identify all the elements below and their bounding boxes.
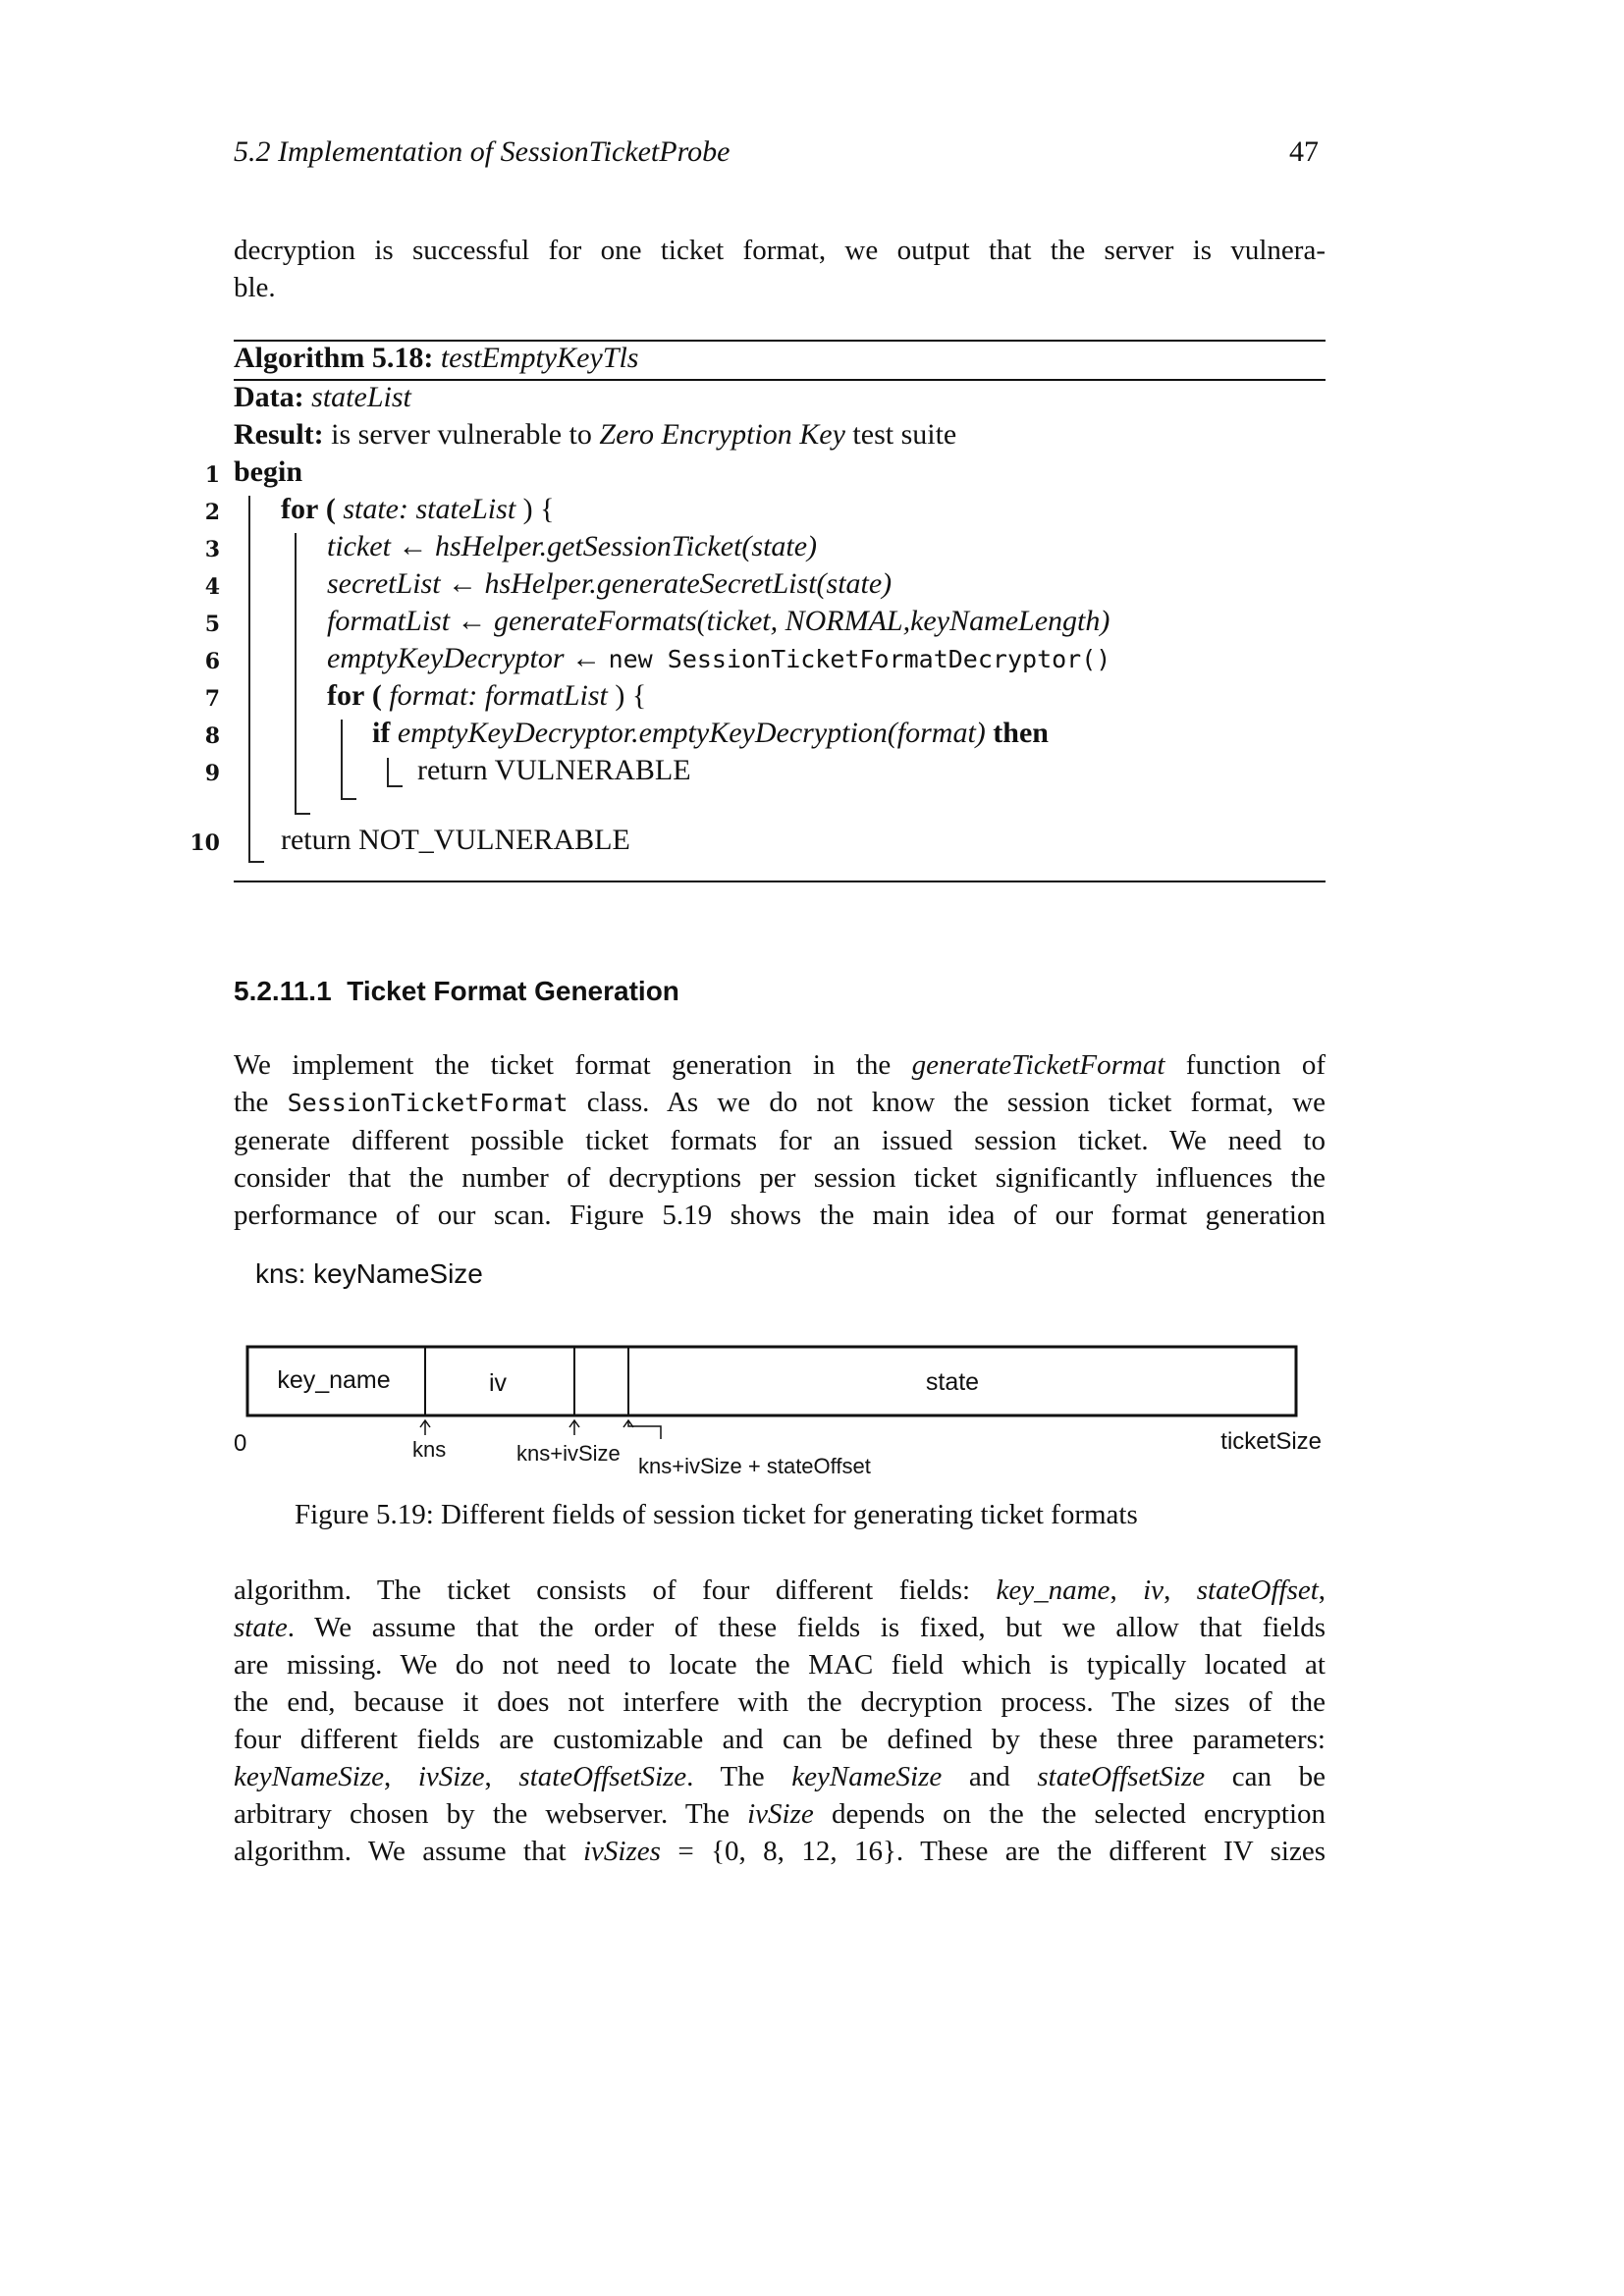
line-number: 9 — [204, 761, 220, 786]
paragraph-format-generation — [234, 1046, 1326, 1234]
line-number: 10 — [189, 830, 220, 856]
section-heading — [234, 976, 679, 1007]
intro-paragraph — [234, 232, 1326, 306]
marker-zero: 0 — [234, 1430, 247, 1457]
text: , — [1110, 1575, 1117, 1606]
para1-line-3: generate different possible ticket formats for an issued session ticket. We need to — [234, 1125, 1326, 1156]
text: function of — [1185, 1049, 1326, 1081]
line-number: 6 — [204, 649, 220, 674]
arrow-state-offset — [628, 1420, 661, 1439]
para2-line-4: the end, because it does not interfere with the decryption process. The sizes of the — [234, 1686, 1326, 1718]
paren-open: ( — [325, 493, 336, 525]
algorithm-caption-name: testEmptyKeyTls — [440, 342, 639, 374]
block-guide-if-end — [387, 785, 403, 787]
code-expression: new SessionTicketFormatDecryptor() — [608, 645, 1111, 673]
line-number: 8 — [204, 723, 220, 749]
text: . We assume that the order of these fields is fixed, but we allow that fields — [287, 1612, 1326, 1643]
paren-close: ) { — [615, 679, 647, 712]
algorithm-data — [234, 381, 411, 414]
para1-line-1 — [234, 1046, 1326, 1084]
algorithm-result-label: Result: — [234, 418, 324, 451]
line-number: 5 — [204, 612, 220, 637]
term: stateOffsetSize — [518, 1761, 687, 1792]
text: and — [968, 1761, 1010, 1792]
term: ivSize — [417, 1761, 485, 1792]
text: arbitrary chosen by the webserver. The — [234, 1798, 730, 1830]
field-iv: iv — [488, 1369, 508, 1397]
text: , — [1318, 1575, 1326, 1606]
term: iv — [1143, 1575, 1164, 1606]
text: = {0, 8, 12, 16}. These are the different IV sizes — [677, 1836, 1326, 1867]
algo-line-3 — [327, 530, 817, 563]
running-header-title: 5.2 Implementation of SessionTicketProbe — [234, 135, 731, 168]
loop-variable: state: stateList — [343, 493, 516, 525]
field-state: state — [925, 1368, 980, 1396]
term: stateOffset — [1196, 1575, 1319, 1606]
text: the — [234, 1087, 269, 1118]
para2-line-8 — [234, 1833, 1326, 1870]
block-guide-begin — [248, 496, 250, 863]
statement: return NOT_VULNERABLE — [281, 824, 630, 856]
line-number: 4 — [204, 574, 220, 600]
block-guide-for-state — [295, 533, 297, 815]
text: . The — [686, 1761, 765, 1792]
algorithm-result-em: Zero Encryption Key — [599, 418, 845, 451]
class-name: SessionTicketFormat — [287, 1089, 568, 1117]
algo-line-2 — [281, 493, 555, 526]
algo-line-7 — [327, 679, 646, 713]
algorithm-caption-label: Algorithm 5.18: — [234, 342, 434, 374]
line-number: 1 — [204, 462, 220, 488]
algo-line-1 — [234, 455, 302, 489]
figure-caption: Figure 5.19: Different fields of session ticket for generating ticket formats — [295, 1499, 1138, 1530]
para1-line-5: performance of our scan. Figure 5.19 shows the main idea of our format generation — [234, 1200, 1326, 1231]
ticket-outline — [247, 1347, 1296, 1415]
condition: emptyKeyDecryptor.emptyKeyDecryption(format) — [397, 717, 986, 749]
block-guide-for-format — [341, 720, 343, 800]
statement: ticket ← hsHelper.getSessionTicket(state) — [327, 530, 818, 562]
text: algorithm. The ticket consists of four different fields: — [234, 1575, 971, 1606]
block-guide-for-format-end — [341, 798, 356, 800]
keyword-if: if — [372, 717, 391, 749]
para2-line-5: four different fields are customizable and can be defined by these three parameters: — [234, 1724, 1326, 1755]
term: keyNameSize — [791, 1761, 943, 1792]
text: , — [1164, 1575, 1171, 1606]
algo-line-8 — [372, 717, 1049, 750]
para1-line-4: consider that the number of decryptions per session ticket significantly influences the — [234, 1162, 1326, 1194]
page-number: 47 — [1289, 135, 1319, 168]
keyword-then: then — [993, 717, 1049, 749]
text: algorithm. We assume that — [234, 1836, 567, 1867]
field-key-name: key_name — [277, 1366, 391, 1394]
para2-line-3: are missing. We do not need to locate the MAC field which is typically located at — [234, 1649, 1326, 1681]
algorithm-result-pre: is server vulnerable to — [331, 418, 592, 451]
loop-variable: format: formatList — [389, 679, 608, 712]
algo-line-9 — [417, 754, 691, 787]
keyword-begin: begin — [234, 455, 303, 488]
algo-line-10 — [281, 824, 630, 857]
text: can be — [1231, 1761, 1326, 1792]
para2-line-1 — [234, 1572, 1326, 1609]
figure-legend: kns: keyNameSize — [255, 1258, 483, 1289]
line-number: 2 — [204, 500, 220, 525]
text: , — [384, 1761, 392, 1792]
para1-line-2 — [234, 1084, 1326, 1122]
paragraph-fields — [234, 1572, 1326, 1870]
intro-line-2: ble. — [234, 272, 276, 303]
algorithm-data-label: Data: — [234, 381, 304, 413]
algo-line-4 — [327, 567, 892, 601]
ticket-format-figure — [226, 1247, 1345, 1492]
term: key_name — [996, 1575, 1110, 1606]
algorithm-result-post: test suite — [852, 418, 957, 451]
block-guide-if — [387, 758, 389, 787]
algorithm-result — [234, 418, 956, 452]
section-title: Ticket Format Generation — [347, 976, 679, 1006]
keyword-for: for — [281, 493, 319, 525]
algorithm-data-value: stateList — [311, 381, 411, 413]
algorithm-bottom-rule — [234, 881, 1326, 882]
text: class. As we do not know the session ticket format, we — [586, 1087, 1326, 1118]
statement: emptyKeyDecryptor ← — [327, 642, 602, 674]
algo-line-5 — [327, 605, 1110, 638]
statement: return VULNERABLE — [417, 754, 691, 786]
line-number: 3 — [204, 537, 220, 562]
term: ivSizes — [582, 1836, 661, 1867]
line-number: 7 — [204, 686, 220, 712]
text: , — [484, 1761, 492, 1792]
para2-line-6 — [234, 1758, 1326, 1795]
paren-close: ) { — [522, 493, 555, 525]
text: depends on the the selected encryption — [831, 1798, 1326, 1830]
para2-line-2 — [234, 1609, 1326, 1646]
keyword-for: for — [327, 679, 365, 712]
marker-kns: kns — [412, 1437, 447, 1462]
algo-line-6 — [327, 642, 1110, 675]
term: keyNameSize — [234, 1761, 384, 1792]
marker-ticket-size: ticketSize — [1220, 1428, 1322, 1455]
section-number: 5.2.11.1 — [234, 976, 332, 1006]
marker-kns-ivsize: kns+ivSize — [516, 1441, 621, 1466]
statement: secretList ← hsHelper.generateSecretList(state) — [327, 567, 893, 600]
algorithm-caption — [234, 342, 638, 375]
term: stateOffsetSize — [1037, 1761, 1206, 1792]
marker-state-offset: kns+ivSize + stateOffset — [638, 1454, 871, 1478]
paren-open: ( — [371, 679, 382, 712]
function-name: generateTicketFormat — [911, 1049, 1165, 1081]
para2-line-7 — [234, 1795, 1326, 1833]
term: state — [234, 1612, 288, 1643]
block-guide-begin-end — [248, 861, 264, 863]
intro-line-1: decryption is successful for one ticket format, we output that the server is vulnera- — [234, 235, 1326, 266]
text: We implement the ticket format generation in the — [234, 1049, 892, 1081]
block-guide-for-state-end — [295, 813, 310, 815]
statement: formatList ← generateFormats(ticket, NORMAL,keyNameLength) — [327, 605, 1110, 637]
term: ivSize — [747, 1798, 814, 1830]
